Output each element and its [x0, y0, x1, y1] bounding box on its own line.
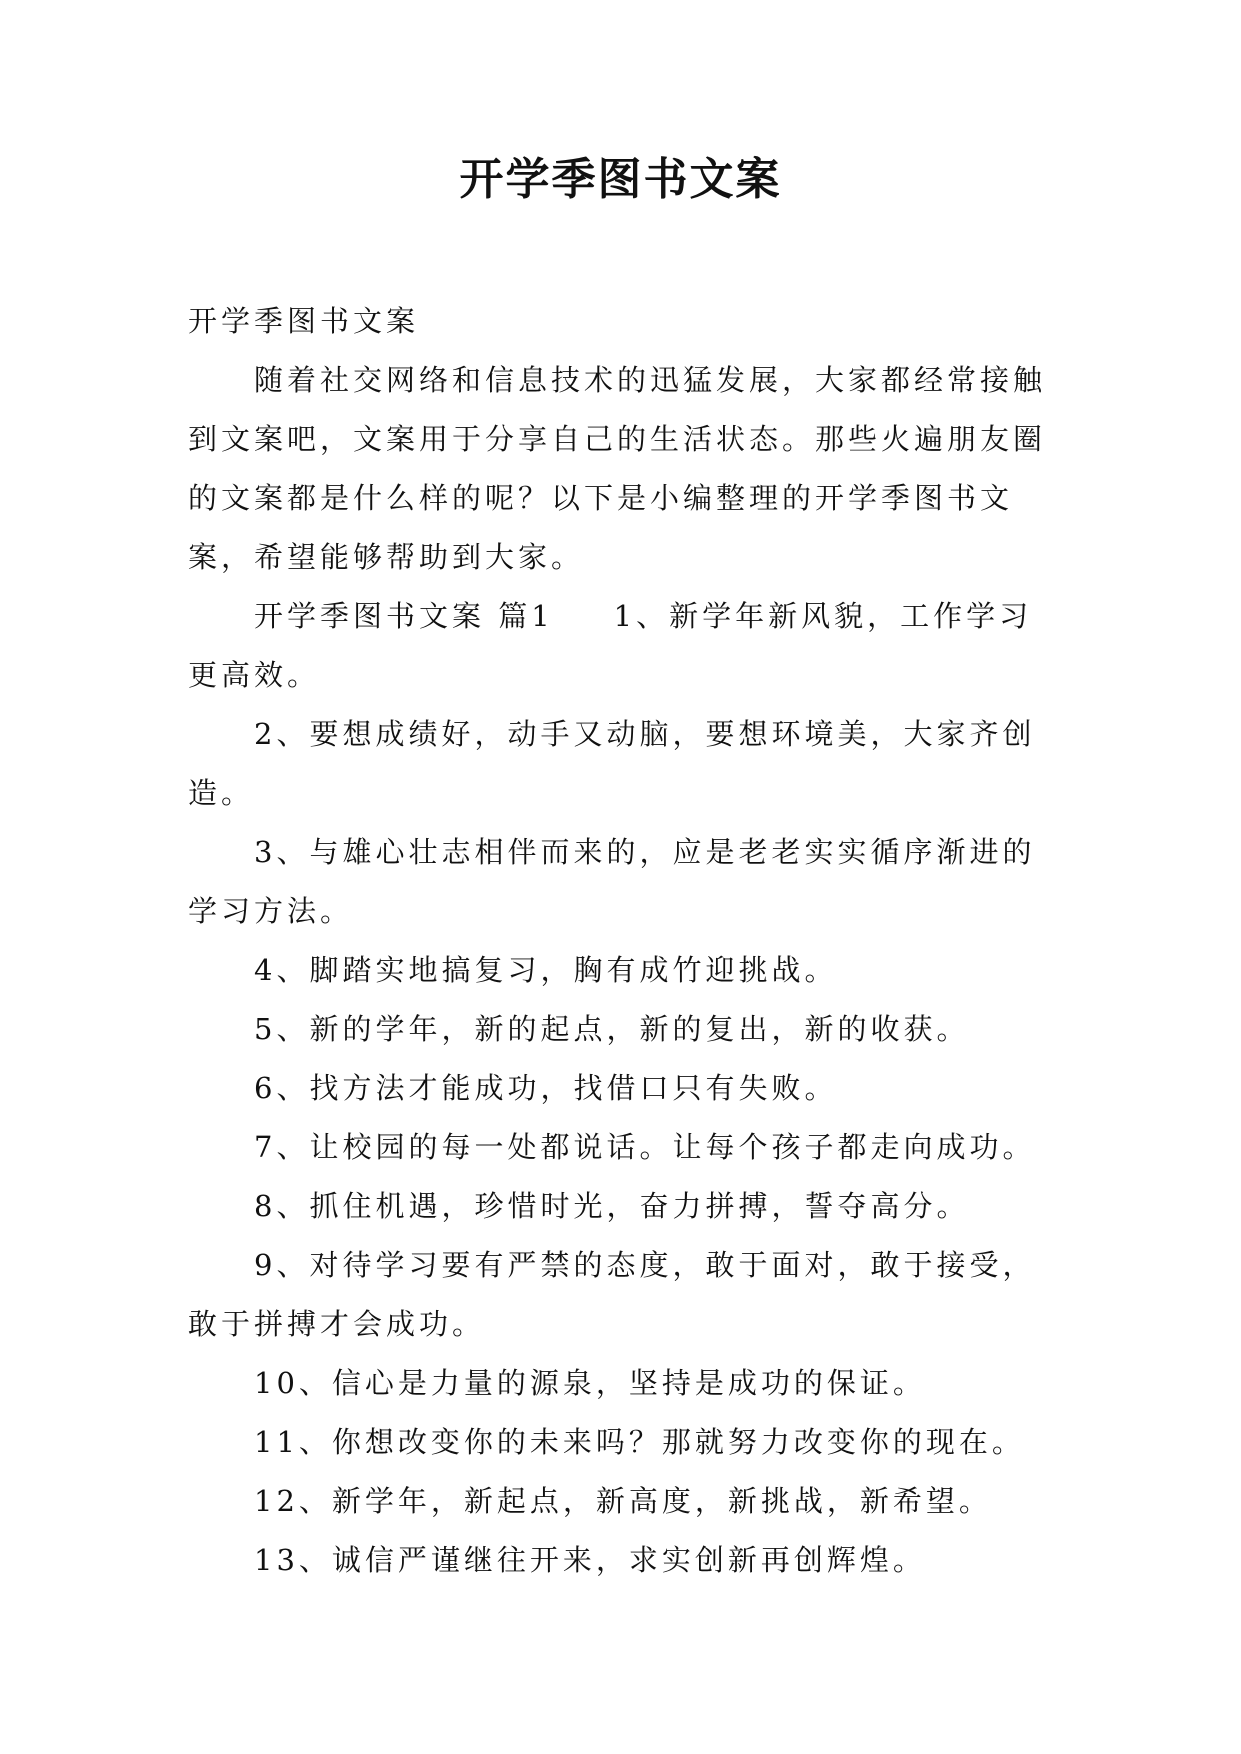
list-item: 5、新的学年，新的起点，新的复出，新的收获。	[254, 1012, 970, 1046]
list-item: 10、信心是力量的源泉，坚持是成功的保证。	[254, 1366, 926, 1400]
list-item: 4、脚踏实地搞复习，胸有成竹迎挑战。	[254, 953, 838, 987]
list-item: 12、新学年，新起点，新高度，新挑战，新希望。	[254, 1484, 992, 1518]
document-title: 开学季图书文案	[459, 154, 782, 205]
document-body	[188, 292, 1060, 1590]
document-subtitle: 开学季图书文案	[188, 304, 420, 338]
list-item: 11、你想改变你的未来吗？那就努力改变你的现在。	[254, 1425, 1025, 1459]
list-item: 8、抓住机遇，珍惜时光，奋力拼搏，誓夺高分。	[254, 1189, 970, 1223]
section-first-line	[188, 587, 1060, 705]
section-heading: 开学季图书文案 篇1	[254, 599, 554, 633]
list-item: 1、新学年新风貌，工作学习更高效。	[188, 599, 1033, 692]
list-item: 2、要想成绩好，动手又动脑，要想环境美，大家齐创造。	[188, 717, 1036, 810]
list-item: 7、让校园的每一处都说话。让每个孩子都走向成功。	[254, 1130, 1036, 1164]
list-item: 13、诚信严谨继往开来，求实创新再创辉煌。	[254, 1543, 926, 1577]
list-item: 9、对待学习要有严禁的态度，敢于面对，敢于接受，敢于拼搏才会成功。	[188, 1248, 1036, 1341]
intro-paragraph: 随着社交网络和信息技术的迅猛发展，大家都经常接触到文案吧，文案用于分享自己的生活状态。那些火遍朋友圈的文案都是什么样的呢？以下是小编整理的开学季图书文案，希望能够帮助到大家。	[188, 363, 1047, 574]
list-item: 3、与雄心壮志相伴而来的，应是老老实实循序渐进的学习方法。	[188, 835, 1036, 928]
list-item: 6、找方法才能成功，找借口只有失败。	[254, 1071, 838, 1105]
